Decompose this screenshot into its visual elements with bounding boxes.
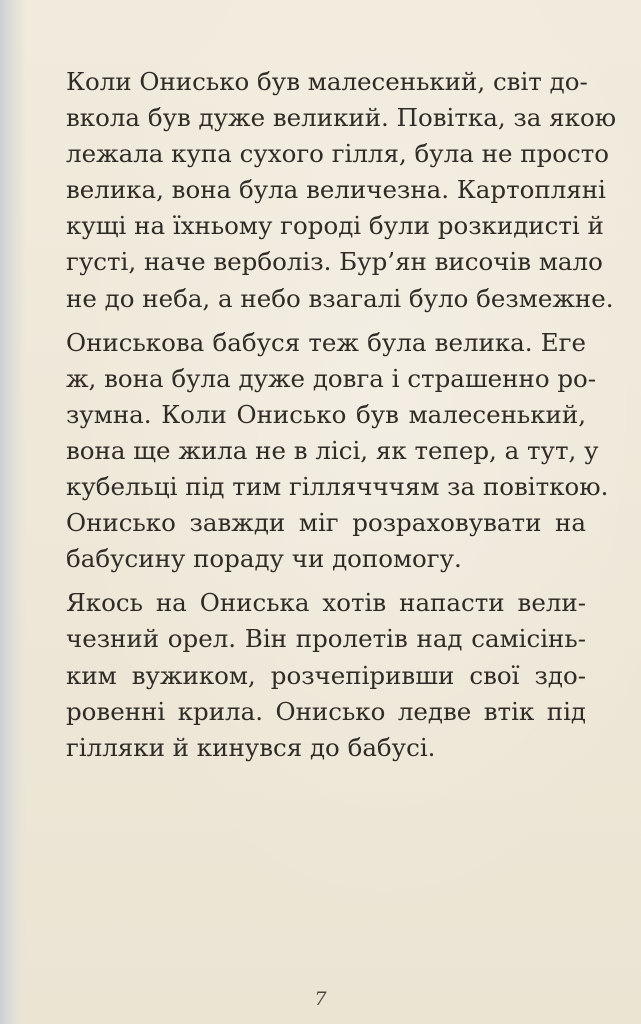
text-line: Якось на Ониська хотів напасти вели- bbox=[66, 588, 586, 618]
text-line: густі, наче верболіз. Бур’ян височів мало bbox=[66, 247, 603, 277]
page-edge-shadow bbox=[0, 0, 26, 1024]
text-line: ж, вона була дуже довга і страшенно ро- bbox=[66, 363, 597, 393]
body-text bbox=[66, 64, 617, 766]
page-number: 7 bbox=[314, 988, 327, 1010]
text-line: ким вужиком, розчепіривши свої здо- bbox=[66, 660, 586, 690]
text-line: велика, вона була величезна. Картопляні bbox=[66, 175, 606, 205]
paragraph-2 bbox=[66, 325, 609, 578]
paragraph-1 bbox=[66, 64, 617, 317]
text-line: лежала купа сухого гілля, була не просто bbox=[66, 139, 610, 169]
text-line: Онисько завжди міг розраховувати на bbox=[66, 508, 586, 538]
text-line: кущі на їхньому городі були розкидисті й bbox=[66, 211, 604, 241]
text-line: Ониськова бабуся теж була велика. Еге bbox=[66, 327, 586, 357]
text-line: зумна. Коли Онисько був малесенький, bbox=[66, 399, 586, 429]
paragraph-3 bbox=[66, 585, 586, 765]
text-line: вона ще жила не в лісі, як тепер, а тут, у bbox=[66, 435, 599, 465]
text-line: вкола був дуже великий. Повітка, за якою bbox=[66, 103, 617, 133]
text-line: не до неба, а небо взагалі було безмежне. bbox=[66, 283, 614, 313]
text-line: ровенні крила. Онисько ледве втік під bbox=[66, 696, 586, 726]
text-line: гілляки й кинувся до бабусі. bbox=[66, 732, 436, 762]
text-line: бабусину пораду чи допомогу. bbox=[66, 544, 462, 574]
text-line: кубельці під тим гіллячччям за повіткою. bbox=[66, 472, 609, 502]
text-line: чезний орел. Він пролетів над самісінь- bbox=[66, 624, 586, 654]
text-line: Коли Онисько був малесенький, світ до- bbox=[66, 67, 588, 96]
